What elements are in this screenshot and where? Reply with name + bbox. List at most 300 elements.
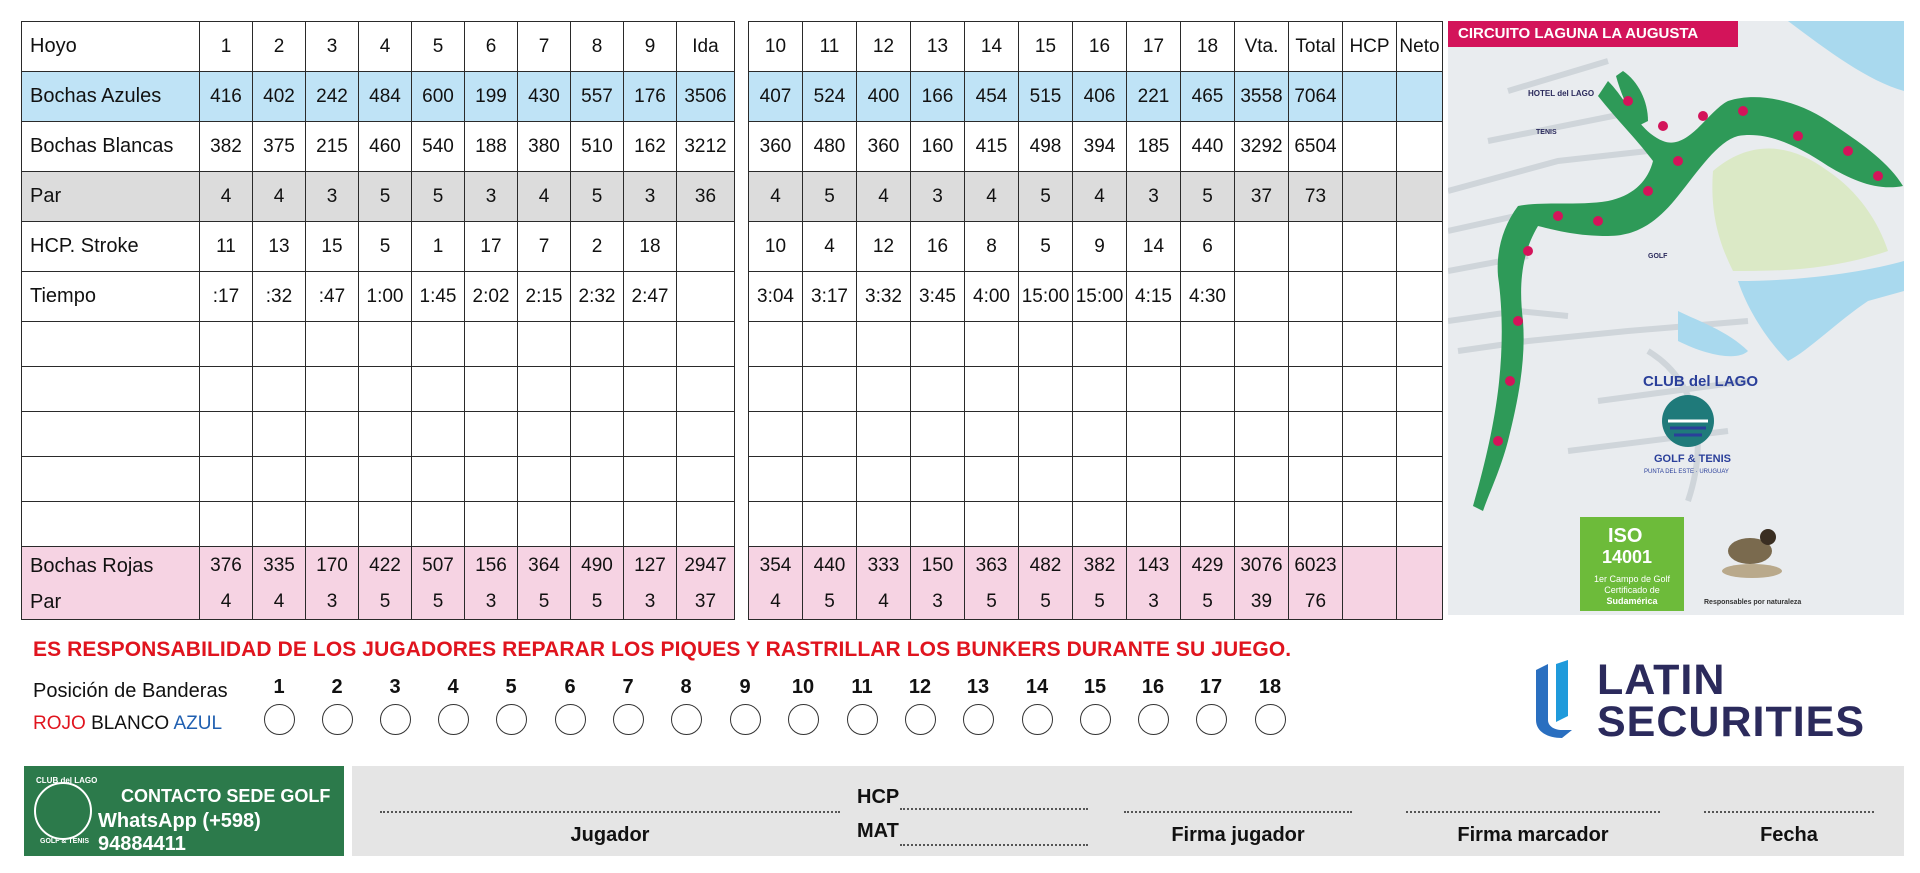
score-input-cell[interactable] bbox=[677, 457, 735, 502]
par-row-cell bbox=[1397, 172, 1443, 222]
iso-number: 14001 bbox=[1602, 547, 1653, 567]
flag-hole-number: 13 bbox=[966, 676, 990, 698]
score-input-cell[interactable] bbox=[624, 412, 677, 457]
flag-colors-legend bbox=[33, 713, 222, 735]
score-input-cell[interactable] bbox=[22, 367, 200, 412]
score-input-cell[interactable] bbox=[465, 367, 518, 412]
score-input-cell[interactable] bbox=[253, 322, 306, 367]
score-input-cell[interactable] bbox=[306, 457, 359, 502]
score-input-cell[interactable] bbox=[624, 502, 677, 547]
par-row-cell: 4 bbox=[253, 172, 306, 222]
par-row bbox=[22, 172, 735, 222]
red-tees-row-cell: 335 bbox=[253, 547, 306, 586]
score-input-cell[interactable] bbox=[911, 502, 965, 547]
blue-tees-row-cell: 430 bbox=[518, 72, 571, 122]
player-row bbox=[749, 457, 1443, 502]
score-input-cell[interactable] bbox=[749, 367, 803, 412]
flag-position-circle[interactable] bbox=[1255, 704, 1286, 735]
blue-tees-row-cell: 557 bbox=[571, 72, 624, 122]
flag-position-circle[interactable] bbox=[847, 704, 878, 735]
score-input-cell[interactable] bbox=[253, 367, 306, 412]
score-input-cell[interactable] bbox=[1397, 367, 1443, 412]
blue-tees-row bbox=[22, 72, 735, 122]
flag-position-circle[interactable] bbox=[555, 704, 586, 735]
red-tees-row-cell: 3076 bbox=[1235, 547, 1289, 586]
score-input-cell[interactable] bbox=[200, 502, 253, 547]
flag-hole-number: 12 bbox=[908, 676, 932, 698]
bird-caption: Responsables por naturaleza bbox=[1704, 599, 1802, 606]
score-input-cell[interactable] bbox=[1073, 322, 1127, 367]
score-input-cell[interactable] bbox=[518, 367, 571, 412]
score-input-cell[interactable] bbox=[253, 457, 306, 502]
par-row-cell: Par bbox=[22, 172, 200, 222]
hcp-stroke-row-cell bbox=[1235, 222, 1289, 272]
score-input-cell[interactable] bbox=[518, 457, 571, 502]
flag-position-circle[interactable] bbox=[322, 704, 353, 735]
time-row-cell: 2:02 bbox=[465, 272, 518, 322]
score-input-cell[interactable] bbox=[200, 322, 253, 367]
score-input-cell[interactable] bbox=[1181, 322, 1235, 367]
par-row-cell: 5 bbox=[1019, 172, 1073, 222]
iso-text-2: Certificado de bbox=[1604, 585, 1660, 595]
score-input-cell[interactable] bbox=[911, 322, 965, 367]
blue-tees-row-cell: 600 bbox=[412, 72, 465, 122]
flag-position-2 bbox=[320, 676, 354, 735]
score-input-cell[interactable] bbox=[200, 457, 253, 502]
hcp-stroke-row-cell: 2 bbox=[571, 222, 624, 272]
score-input-cell[interactable] bbox=[911, 457, 965, 502]
firma-jugador-line[interactable] bbox=[1124, 811, 1352, 813]
time-row-cell: 3:04 bbox=[749, 272, 803, 322]
contact-logo-bottom: GOLF & TENIS bbox=[40, 838, 89, 845]
score-input-cell[interactable] bbox=[1073, 412, 1127, 457]
red-tees-row-cell: 440 bbox=[803, 547, 857, 586]
score-input-cell[interactable] bbox=[803, 412, 857, 457]
score-input-cell[interactable] bbox=[965, 457, 1019, 502]
red-tees-row-cell: 354 bbox=[749, 547, 803, 586]
score-input-cell[interactable] bbox=[1019, 367, 1073, 412]
score-input-cell[interactable] bbox=[571, 457, 624, 502]
score-input-cell[interactable] bbox=[1127, 322, 1181, 367]
score-input-cell[interactable] bbox=[1289, 322, 1343, 367]
flag-color-white: BLANCO bbox=[91, 713, 170, 734]
flag-hole-number: 11 bbox=[851, 676, 873, 698]
score-input-cell[interactable] bbox=[677, 412, 735, 457]
blue-tees-row-cell: Bochas Azules bbox=[22, 72, 200, 122]
score-input-cell[interactable] bbox=[412, 457, 465, 502]
score-input-cell[interactable] bbox=[857, 502, 911, 547]
score-input-cell[interactable] bbox=[22, 502, 200, 547]
score-input-cell[interactable] bbox=[1181, 457, 1235, 502]
course-map bbox=[1448, 21, 1904, 615]
score-input-cell[interactable] bbox=[1073, 502, 1127, 547]
flag-position-18 bbox=[1253, 676, 1287, 735]
red-par-row-cell: 3 bbox=[1127, 585, 1181, 620]
flag-position-circle[interactable] bbox=[1138, 704, 1169, 735]
scorecard-back-nine bbox=[748, 21, 1443, 620]
hcp-line[interactable] bbox=[900, 808, 1088, 810]
blue-tees-row-cell: 166 bbox=[911, 72, 965, 122]
score-input-cell[interactable] bbox=[624, 457, 677, 502]
red-tees-row-cell: 482 bbox=[1019, 547, 1073, 586]
signature-area bbox=[352, 766, 1904, 856]
score-input-cell[interactable] bbox=[749, 322, 803, 367]
contact-title: CONTACTO SEDE GOLF bbox=[121, 786, 331, 806]
flag-position-5 bbox=[494, 676, 528, 735]
par-row-cell: 4 bbox=[1073, 172, 1127, 222]
score-input-cell[interactable] bbox=[749, 457, 803, 502]
score-input-cell[interactable] bbox=[465, 457, 518, 502]
header-row-cell: 8 bbox=[571, 22, 624, 72]
firma-marcador-label: Firma marcador bbox=[1457, 824, 1609, 846]
score-input-cell[interactable] bbox=[1235, 502, 1289, 547]
player-row bbox=[22, 322, 735, 367]
header-row-cell: Ida bbox=[677, 22, 735, 72]
header-row-cell: 1 bbox=[200, 22, 253, 72]
score-input-cell[interactable] bbox=[1397, 457, 1443, 502]
score-input-cell[interactable] bbox=[22, 412, 200, 457]
time-row-cell bbox=[1289, 272, 1343, 322]
time-row-cell: 4:15 bbox=[1127, 272, 1181, 322]
score-input-cell[interactable] bbox=[412, 367, 465, 412]
flag-hole-number: 16 bbox=[1141, 676, 1165, 698]
map-tenis-label: TENIS bbox=[1536, 129, 1557, 136]
flag-hole-number: 14 bbox=[1025, 676, 1049, 698]
flag-position-circle[interactable] bbox=[1196, 704, 1227, 735]
flag-position-label: Posición de Banderas bbox=[33, 680, 228, 702]
firma-jugador-label: Firma jugador bbox=[1171, 824, 1305, 846]
flag-hole-number: 8 bbox=[680, 676, 692, 698]
blue-tees-row-cell: 454 bbox=[965, 72, 1019, 122]
hcp-stroke-row-cell: 14 bbox=[1127, 222, 1181, 272]
white-tees-row-cell: 380 bbox=[518, 122, 571, 172]
par-row-cell bbox=[1343, 172, 1397, 222]
map-golf-label: GOLF bbox=[1648, 253, 1668, 260]
score-input-cell[interactable] bbox=[1289, 457, 1343, 502]
blue-tees-row-cell: 199 bbox=[465, 72, 518, 122]
score-input-cell[interactable] bbox=[1397, 502, 1443, 547]
score-input-cell[interactable] bbox=[1343, 457, 1397, 502]
score-input-cell[interactable] bbox=[1127, 367, 1181, 412]
red-tees-row-cell: 6023 bbox=[1289, 547, 1343, 586]
score-input-cell[interactable] bbox=[857, 412, 911, 457]
white-tees-row-cell: 440 bbox=[1181, 122, 1235, 172]
flag-position-circle[interactable] bbox=[264, 704, 295, 735]
score-input-cell[interactable] bbox=[1235, 322, 1289, 367]
contact-whatsapp[interactable]: WhatsApp (+598) 94884411 bbox=[98, 810, 261, 855]
time-row-cell: Tiempo bbox=[22, 272, 200, 322]
header-row bbox=[22, 22, 735, 72]
score-input-cell[interactable] bbox=[677, 322, 735, 367]
red-par-row-cell: 5 bbox=[518, 585, 571, 620]
iso-text-3: Sudamérica bbox=[1606, 596, 1658, 606]
flag-hole-number: 3 bbox=[389, 676, 401, 698]
score-input-cell[interactable] bbox=[1181, 502, 1235, 547]
score-input-cell[interactable] bbox=[1397, 322, 1443, 367]
score-input-cell[interactable] bbox=[624, 322, 677, 367]
firma-marcador-line[interactable] bbox=[1406, 811, 1660, 813]
red-par-row-cell: 5 bbox=[359, 585, 412, 620]
score-input-cell[interactable] bbox=[306, 322, 359, 367]
blue-tees-row-cell: 3506 bbox=[677, 72, 735, 122]
player-row bbox=[749, 367, 1443, 412]
score-input-cell[interactable] bbox=[677, 502, 735, 547]
red-tees-row-cell bbox=[1343, 547, 1397, 586]
player-row bbox=[749, 322, 1443, 367]
score-input-cell[interactable] bbox=[306, 412, 359, 457]
score-input-cell[interactable] bbox=[1235, 457, 1289, 502]
flag-position-7 bbox=[611, 676, 645, 735]
score-input-cell[interactable] bbox=[465, 412, 518, 457]
red-tees-row-cell: 363 bbox=[965, 547, 1019, 586]
flag-position-circle[interactable] bbox=[1022, 704, 1053, 735]
mat-line[interactable] bbox=[900, 844, 1088, 846]
white-tees-row-cell: 360 bbox=[749, 122, 803, 172]
white-tees-row-cell: 6504 bbox=[1289, 122, 1343, 172]
red-par-row-cell: 37 bbox=[677, 585, 735, 620]
score-input-cell[interactable] bbox=[359, 322, 412, 367]
white-tees-row bbox=[22, 122, 735, 172]
par-row-cell: 3 bbox=[1127, 172, 1181, 222]
score-input-cell[interactable] bbox=[1289, 502, 1343, 547]
header-row-cell: 3 bbox=[306, 22, 359, 72]
flag-position-16 bbox=[1136, 676, 1170, 735]
map-title: CIRCUITO LAGUNA LA AUGUSTA bbox=[1458, 25, 1699, 42]
score-input-cell[interactable] bbox=[571, 412, 624, 457]
score-input-cell[interactable] bbox=[1019, 457, 1073, 502]
red-par-row-cell: 5 bbox=[803, 585, 857, 620]
score-input-cell[interactable] bbox=[1343, 412, 1397, 457]
score-input-cell[interactable] bbox=[1343, 322, 1397, 367]
blue-tees-row bbox=[749, 72, 1443, 122]
sponsor-name-line2: SECURITIES bbox=[1597, 698, 1866, 746]
score-input-cell[interactable] bbox=[965, 322, 1019, 367]
score-input-cell[interactable] bbox=[803, 457, 857, 502]
white-tees-row-cell: 162 bbox=[624, 122, 677, 172]
flag-color-blue: AZUL bbox=[173, 713, 223, 734]
score-input-cell[interactable] bbox=[911, 367, 965, 412]
flag-position-3 bbox=[378, 676, 412, 735]
hcp-label: HCP bbox=[857, 786, 900, 808]
latin-securities-logo bbox=[1534, 660, 1594, 742]
score-input-cell[interactable] bbox=[749, 502, 803, 547]
par-row-cell: 4 bbox=[965, 172, 1019, 222]
red-tees-row-cell: 170 bbox=[306, 547, 359, 586]
flag-position-circle[interactable] bbox=[730, 704, 761, 735]
score-input-cell[interactable] bbox=[1127, 502, 1181, 547]
header-row bbox=[749, 22, 1443, 72]
score-input-cell[interactable] bbox=[1127, 457, 1181, 502]
time-row-cell bbox=[1343, 272, 1397, 322]
hcp-stroke-row-cell: HCP. Stroke bbox=[22, 222, 200, 272]
white-tees-row-cell: 394 bbox=[1073, 122, 1127, 172]
score-input-cell[interactable] bbox=[571, 322, 624, 367]
blue-tees-row-cell: 176 bbox=[624, 72, 677, 122]
player-row bbox=[22, 502, 735, 547]
par-row-cell: 3 bbox=[911, 172, 965, 222]
score-input-cell[interactable] bbox=[359, 367, 412, 412]
time-row-cell: 1:45 bbox=[412, 272, 465, 322]
red-par-row-cell: 76 bbox=[1289, 585, 1343, 620]
score-input-cell[interactable] bbox=[965, 412, 1019, 457]
score-input-cell[interactable] bbox=[571, 502, 624, 547]
flag-position-circle[interactable] bbox=[496, 704, 527, 735]
header-row-cell: 4 bbox=[359, 22, 412, 72]
score-input-cell[interactable] bbox=[22, 322, 200, 367]
score-input-cell[interactable] bbox=[803, 502, 857, 547]
red-par-row-cell: 3 bbox=[306, 585, 359, 620]
score-input-cell[interactable] bbox=[965, 502, 1019, 547]
score-input-cell[interactable] bbox=[857, 322, 911, 367]
score-input-cell[interactable] bbox=[857, 457, 911, 502]
score-input-cell[interactable] bbox=[624, 367, 677, 412]
score-input-cell[interactable] bbox=[749, 412, 803, 457]
score-input-cell[interactable] bbox=[1019, 412, 1073, 457]
club-logo-bottom: GOLF & TENIS bbox=[1654, 453, 1731, 465]
score-input-cell[interactable] bbox=[1181, 412, 1235, 457]
flag-position-circle[interactable] bbox=[905, 704, 936, 735]
flag-hole-number: 18 bbox=[1258, 676, 1282, 698]
fecha-label: Fecha bbox=[1760, 824, 1818, 846]
club-logo-sub: PUNTA DEL ESTE · URUGUAY bbox=[1644, 469, 1729, 475]
red-par-row-cell: 5 bbox=[571, 585, 624, 620]
white-tees-row-cell: 460 bbox=[359, 122, 412, 172]
score-input-cell[interactable] bbox=[1073, 457, 1127, 502]
red-par-row-cell: 3 bbox=[911, 585, 965, 620]
red-par-row-cell: 4 bbox=[200, 585, 253, 620]
score-input-cell[interactable] bbox=[253, 412, 306, 457]
score-input-cell[interactable] bbox=[1127, 412, 1181, 457]
score-input-cell[interactable] bbox=[465, 502, 518, 547]
score-input-cell[interactable] bbox=[1235, 412, 1289, 457]
score-input-cell[interactable] bbox=[306, 502, 359, 547]
score-input-cell[interactable] bbox=[1343, 502, 1397, 547]
time-row-cell: 1:00 bbox=[359, 272, 412, 322]
score-input-cell[interactable] bbox=[200, 367, 253, 412]
blue-tees-row-cell: 524 bbox=[803, 72, 857, 122]
score-input-cell[interactable] bbox=[1019, 502, 1073, 547]
player-row bbox=[22, 367, 735, 412]
flag-position-circle[interactable] bbox=[438, 704, 469, 735]
red-tees-row-cell: Bochas Rojas bbox=[22, 547, 200, 586]
blue-tees-row-cell: 400 bbox=[857, 72, 911, 122]
score-input-cell[interactable] bbox=[803, 322, 857, 367]
par-row-cell: 5 bbox=[412, 172, 465, 222]
score-input-cell[interactable] bbox=[359, 412, 412, 457]
hcp-stroke-row bbox=[22, 222, 735, 272]
mat-label: MAT bbox=[857, 820, 899, 842]
score-input-cell[interactable] bbox=[412, 322, 465, 367]
score-input-cell[interactable] bbox=[1235, 367, 1289, 412]
blue-tees-row-cell: 406 bbox=[1073, 72, 1127, 122]
score-input-cell[interactable] bbox=[306, 367, 359, 412]
blue-tees-row-cell: 416 bbox=[200, 72, 253, 122]
score-input-cell[interactable] bbox=[359, 502, 412, 547]
red-tees-row-cell: 422 bbox=[359, 547, 412, 586]
par-row bbox=[749, 172, 1443, 222]
hcp-stroke-row-cell: 9 bbox=[1073, 222, 1127, 272]
time-row bbox=[749, 272, 1443, 322]
score-input-cell[interactable] bbox=[911, 412, 965, 457]
score-input-cell[interactable] bbox=[253, 502, 306, 547]
blue-tees-row-cell: 465 bbox=[1181, 72, 1235, 122]
hcp-stroke-row-cell: 15 bbox=[306, 222, 359, 272]
flag-color-red: ROJO bbox=[33, 713, 86, 734]
hcp-stroke-row-cell: 12 bbox=[857, 222, 911, 272]
time-row-cell: 2:47 bbox=[624, 272, 677, 322]
score-input-cell[interactable] bbox=[22, 457, 200, 502]
score-input-cell[interactable] bbox=[359, 457, 412, 502]
red-tees-row-cell: 507 bbox=[412, 547, 465, 586]
hcp-stroke-row-cell: 1 bbox=[412, 222, 465, 272]
blue-tees-row-cell: 407 bbox=[749, 72, 803, 122]
score-input-cell[interactable] bbox=[518, 322, 571, 367]
iso-title: ISO bbox=[1608, 525, 1643, 547]
red-tees-row-cell: 382 bbox=[1073, 547, 1127, 586]
white-tees-row-cell: 375 bbox=[253, 122, 306, 172]
scorecard-front-nine bbox=[21, 21, 735, 620]
score-input-cell[interactable] bbox=[1073, 367, 1127, 412]
score-input-cell[interactable] bbox=[1397, 412, 1443, 457]
score-input-cell[interactable] bbox=[857, 367, 911, 412]
score-input-cell[interactable] bbox=[965, 367, 1019, 412]
time-row-cell: 4:00 bbox=[965, 272, 1019, 322]
score-input-cell[interactable] bbox=[1019, 322, 1073, 367]
flag-position-circle[interactable] bbox=[1080, 704, 1111, 735]
flag-position-circle[interactable] bbox=[671, 704, 702, 735]
header-row-cell: HCP bbox=[1343, 22, 1397, 72]
score-input-cell[interactable] bbox=[412, 412, 465, 457]
score-input-cell[interactable] bbox=[412, 502, 465, 547]
blue-tees-row-cell: 3558 bbox=[1235, 72, 1289, 122]
par-row-cell: 4 bbox=[749, 172, 803, 222]
blue-tees-row-cell: 402 bbox=[253, 72, 306, 122]
flag-position-circle[interactable] bbox=[788, 704, 819, 735]
header-row-cell: 14 bbox=[965, 22, 1019, 72]
header-row-cell: Neto bbox=[1397, 22, 1443, 72]
hcp-stroke-row-cell: 18 bbox=[624, 222, 677, 272]
score-input-cell[interactable] bbox=[518, 412, 571, 457]
red-par-row-cell: 5 bbox=[1019, 585, 1073, 620]
score-input-cell[interactable] bbox=[1289, 367, 1343, 412]
time-row-cell: 2:15 bbox=[518, 272, 571, 322]
header-row-cell: 18 bbox=[1181, 22, 1235, 72]
red-tees-row-cell: 150 bbox=[911, 547, 965, 586]
score-input-cell[interactable] bbox=[571, 367, 624, 412]
flag-position-circle[interactable] bbox=[963, 704, 994, 735]
score-input-cell[interactable] bbox=[200, 412, 253, 457]
jugador-line[interactable] bbox=[380, 811, 840, 813]
score-input-cell[interactable] bbox=[1289, 412, 1343, 457]
red-tees-row-cell: 2947 bbox=[677, 547, 735, 586]
score-input-cell[interactable] bbox=[1181, 367, 1235, 412]
flag-position-circle[interactable] bbox=[613, 704, 644, 735]
header-row-cell: 13 bbox=[911, 22, 965, 72]
club-del-lago-logo bbox=[1662, 395, 1714, 447]
flag-position-circle[interactable] bbox=[380, 704, 411, 735]
fecha-line[interactable] bbox=[1704, 811, 1874, 813]
header-row-cell: 16 bbox=[1073, 22, 1127, 72]
red-tees-row-cell: 127 bbox=[624, 547, 677, 586]
score-input-cell[interactable] bbox=[1343, 367, 1397, 412]
score-input-cell[interactable] bbox=[518, 502, 571, 547]
score-input-cell[interactable] bbox=[465, 322, 518, 367]
score-input-cell[interactable] bbox=[677, 367, 735, 412]
flag-hole-number: 9 bbox=[739, 676, 751, 698]
score-input-cell[interactable] bbox=[803, 367, 857, 412]
red-par-row-cell: 4 bbox=[253, 585, 306, 620]
flag-hole-number: 17 bbox=[1199, 676, 1223, 698]
